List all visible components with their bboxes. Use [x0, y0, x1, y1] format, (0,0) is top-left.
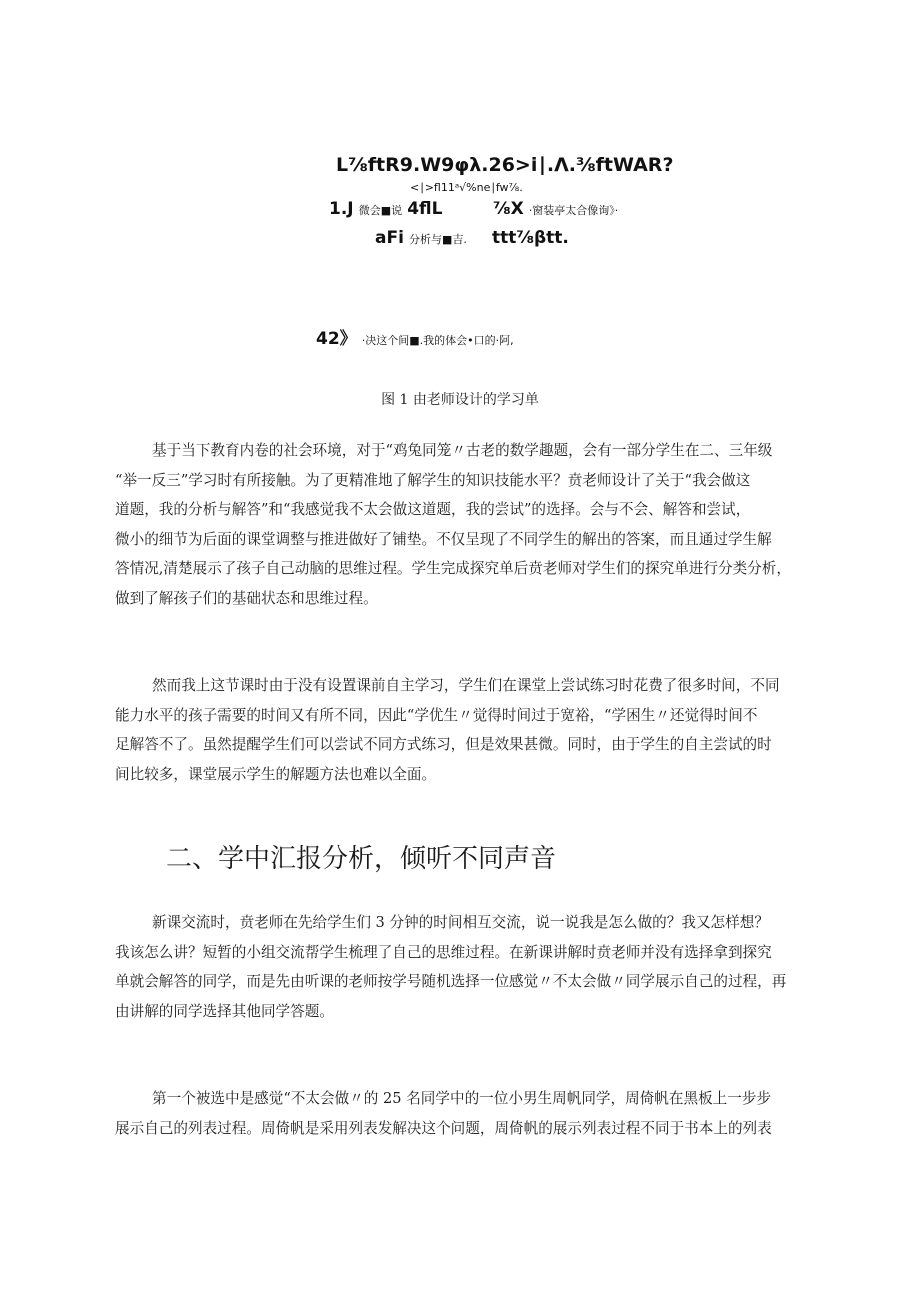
figure-line-5: [316, 324, 514, 349]
figure-caption: 图 1 由老师设计的学习单: [381, 392, 539, 408]
paragraph-1-line: 答情况,清楚展示了孩子自己动脑的思维过程。学生完成探究单后贲老师对学生们的探究单进行分类分析，: [115, 560, 791, 577]
paragraph-3: [115, 908, 815, 1026]
paragraph-2: [115, 671, 815, 789]
paragraph-2-line: 足解答不了。虽然提醒学生们可以尝试不同方式练习，但是效果甚微。同时，由于学生的自主尝试的时: [115, 736, 772, 753]
section-heading: 二、学中汇报分析，倾听不同声音: [166, 844, 557, 874]
paragraph-1-line: 微小的细节为后面的课堂调整与推进做好了铺垫。不仅呈现了不同学生的解出的答案，而且通过学生解: [115, 530, 772, 548]
figure-line-4-c: ttt⅞βtt.: [492, 228, 569, 248]
figure-line-5-a: 42》: [316, 329, 357, 349]
paragraph-4: [115, 1084, 815, 1143]
figure-line-1: L⅞ftR9.W9φλ.26>i∣.Λ.⅜ftWAR?: [336, 154, 674, 176]
paragraph-4-line: 第一个被选中是感觉“不太会做〃的 25 名同学中的一位小男生周帆同学，周倚帆在黑板上一步步: [152, 1090, 772, 1107]
figure-line-3-d: ⅞X: [493, 199, 524, 219]
figure-line-3: [329, 199, 442, 219]
paragraph-2-line: 能力水平的孩子需要的时间又有所不同，因此“学优生〃觉得时间过于宽裕，“学困生〃还觉得时间不: [115, 706, 758, 724]
paragraph-2-line: 间比较多，课堂展示学生的解题方法也难以全面。: [115, 765, 437, 783]
paragraph-1-line: 道题，我的分析与解答”和“我感觉我不太会做这道题，我的尝试”的选择。会与不会、解答和尝试，: [115, 501, 751, 518]
paragraph-2-line: 然而我上这节课时由于没有设置课前自主学习，学生们在课堂上尝试练习时花费了很多时间，不同: [152, 677, 780, 694]
paragraph-3-line: 新课交流时，贲老师在先给学生们 3 分钟的时间相互交流，说一说我是怎么做的？我又怎样想？: [152, 914, 769, 931]
figure-line-2: <∣>fl11ᵃ√%ne∣fw⅞.: [410, 181, 523, 194]
figure-line-5-b: ·决这个间■.我的体会•口的·阿,: [361, 334, 514, 347]
figure-line-3-a: 1.J: [329, 199, 354, 219]
paragraph-1-line: 基于当下教育内卷的社会环境，对于“鸡兔同笼〃古老的数学趣题，会有一部分学生在二、三年级: [152, 442, 773, 459]
figure-line-3-c: 4flL: [407, 199, 443, 219]
paragraph-3-line: 我该怎么讲？短暂的小组交流帮学生梳理了自己的思维过程。在新课讲解时贲老师并没有选择拿到探究: [115, 943, 772, 961]
paragraph-3-line: 单就会解答的同学，而是先由听课的老师按学号随机选择一位感觉〃不太会做〃同学展示自己的过程，再: [115, 973, 787, 990]
figure-line-3-b: 微会■说: [358, 204, 403, 217]
figure-line-4-b: 分析与■吉.: [409, 233, 467, 246]
figure-line-3-right: [493, 199, 618, 219]
figure-line-3-e: ·窗装亭太合像询》·: [528, 204, 619, 217]
paragraph-1: [115, 436, 815, 613]
paragraph-1-line: “举一反三”学习时有所接触。为了更精准地了解学生的知识技能水平？贲老师设计了关于“我会做这: [115, 471, 751, 489]
paragraph-1-line: 做到了解孩子们的基础状态和思维过程。: [115, 589, 378, 607]
figure-line-4: [375, 228, 467, 248]
paragraph-4-line: 展示自己的列表过程。周倚帆是采用列表发解决这个问题，周倚帆的展示列表过程不同于书本上的列表: [115, 1119, 772, 1137]
paragraph-3-line: 由讲解的同学选择其他同学答题。: [115, 1002, 334, 1020]
figure-line-4-a: aFi: [375, 228, 404, 248]
